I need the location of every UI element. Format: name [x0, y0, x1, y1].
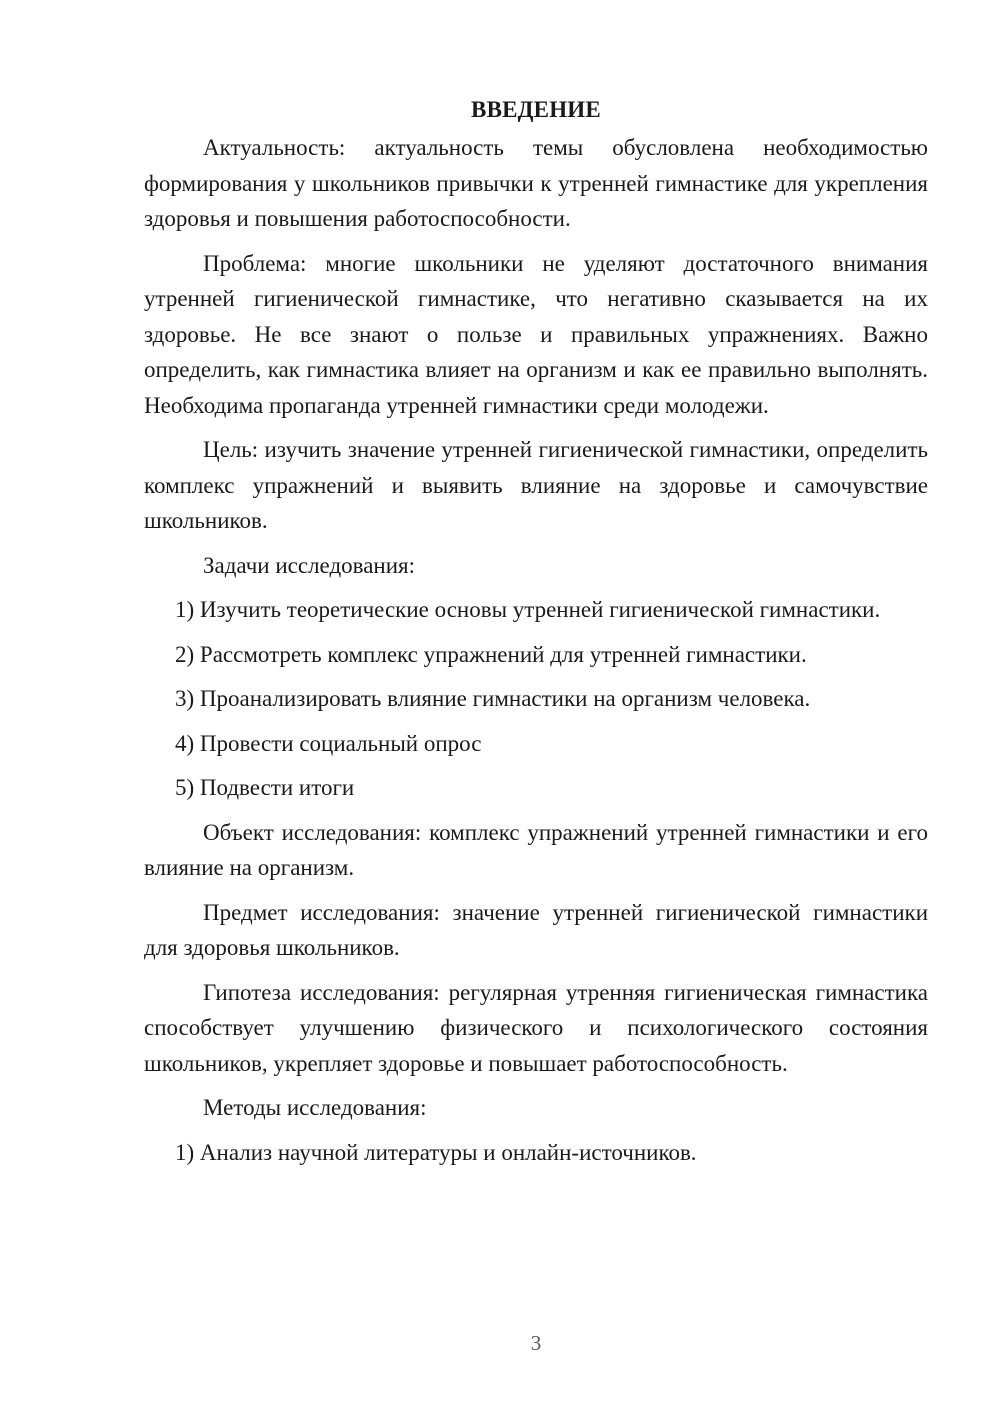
task-item-3: 3) Проанализировать влияние гимнастики на организм человека.	[175, 686, 811, 711]
task-item-2: 2) Рассмотреть комплекс упражнений для утренней гимнастики.	[175, 641, 807, 667]
task-item-5: 5) Подвести итоги	[175, 775, 355, 800]
methods-heading: Методы исследования:	[203, 1095, 427, 1120]
paragraph-hypothesis: Гипотеза исследования: регулярная утренняя гигиеническая гимнастика способствует улучшению физического и психологического состояния школьников, укрепляет здоровье и повышает работоспособность.	[144, 979, 928, 1076]
paragraph-subject: Предмет исследования: значение утренней гигиенической гимнастики для здоровья школьников.	[144, 899, 928, 960]
method-item-1: 1) Анализ научной литературы и онлайн-источников.	[175, 1139, 697, 1165]
tasks-heading: Задачи исследования:	[203, 552, 416, 578]
paragraph-object: Объект исследования: комплекс упражнений утренней гимнастики и его влияние на организм.	[144, 819, 928, 880]
document-page	[144, 92, 928, 1179]
page-number: 3	[530, 1331, 542, 1355]
paragraph-relevance: Актуальность: актуальность темы обусловлена необходимостью формирования у школьников привычки к утренней гимнастике для укрепления здоровья и повышения работоспособности.	[144, 135, 928, 231]
paragraph-problem: Проблема: многие школьники не уделяют достаточного внимания утренней гигиенической гимнастике, что негативно сказывается на их здоровье. Не все знают о пользе и правильных упражнениях. Важно определить, как гимнастика влияет на организм и как ее правильно выполнять. Необходима пропаганда утренней гимнастики среди молодежи.	[144, 250, 928, 418]
paragraph-goal: Цель: изучить значение утренней гигиенической гимнастики, определить комплекс упражнений и выявить влияние на здоровье и самочувствие школьников.	[144, 437, 928, 533]
page-title: ВВЕДЕНИЕ	[471, 97, 601, 122]
task-item-4: 4) Провести социальный опрос	[175, 730, 482, 756]
task-item-1: 1) Изучить теоретические основы утренней гигиенической гимнастики.	[175, 597, 881, 622]
